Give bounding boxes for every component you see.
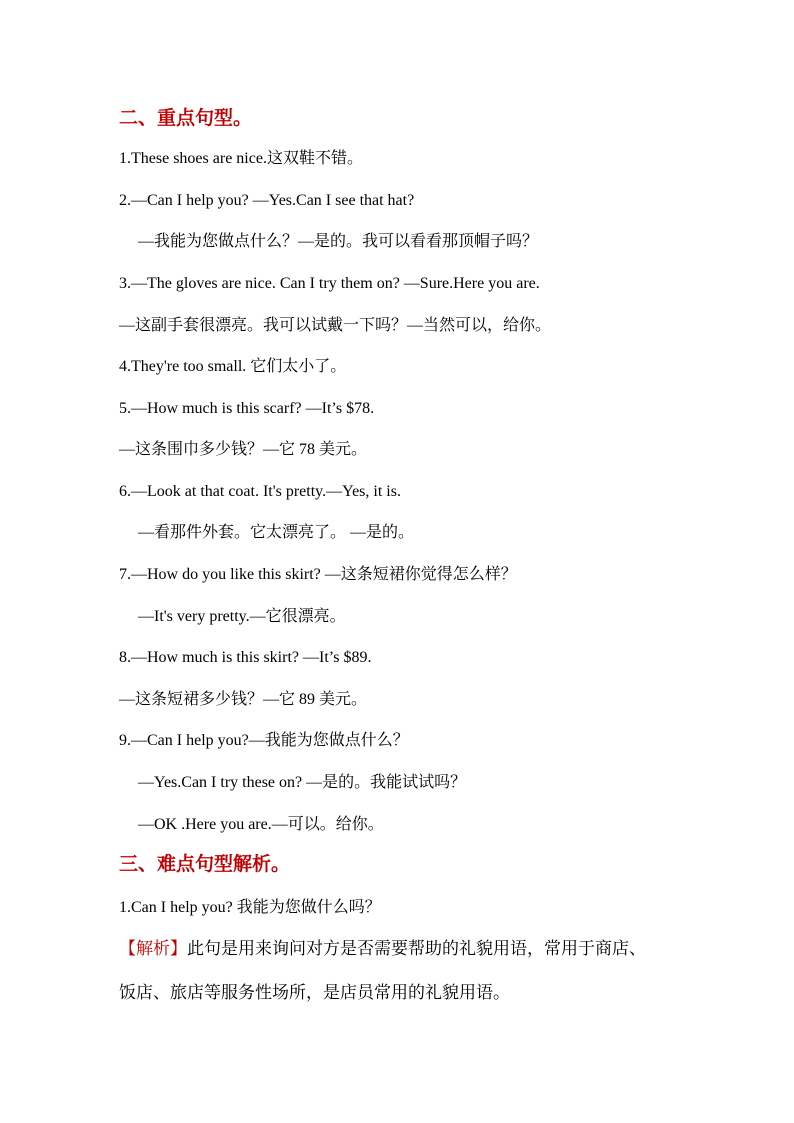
sentence-line: 1.These shoes are nice.这双鞋不错。 — [119, 150, 363, 167]
sentence-translation: —看那件外套。它太漂亮了。 —是的。 — [138, 524, 415, 541]
sentence-line: 3.—The gloves are nice. Can I try them on? —Sure.Here you are. — [119, 275, 540, 292]
explanation-paragraph-line-1 — [119, 937, 646, 961]
sentence-translation: —这副手套很漂亮。我可以试戴一下吗？—当然可以，给你。 — [119, 317, 552, 334]
sentence-line: 1.Can I help you? 我能为您做什么吗？ — [119, 899, 381, 916]
section-heading-key-sentences: 二、重点句型。 — [119, 107, 253, 129]
section-heading-difficult-sentences: 三、难点句型解析。 — [119, 853, 291, 875]
sentence-line: —OK .Here you are.—可以。给你。 — [138, 816, 384, 833]
sentence-line: 5.—How much is this scarf? —It’s $78. — [119, 400, 375, 417]
sentence-line: 9.—Can I help you?—我能为您做点什么？ — [119, 732, 409, 749]
sentence-line: 8.—How much is this skirt? —It’s $89. — [119, 649, 372, 666]
explanation-text: 此句是用来询问对方是否需要帮助的礼貌用语，常用于商店、 — [187, 939, 646, 958]
sentence-translation: —这条短裙多少钱？—它 89 美元。 — [119, 691, 368, 708]
sentence-translation: —我能为您做点什么？—是的。我可以看看那顶帽子吗？ — [138, 233, 539, 250]
explanation-paragraph-line-2: 饭店、旅店等服务性场所，是店员常用的礼貌用语。 — [119, 983, 510, 1002]
sentence-line: 7.—How do you like this skirt? —这条短裙你觉得怎么样？ — [119, 566, 517, 583]
sentence-line: 2.—Can I help you? —Yes.Can I see that hat? — [119, 192, 415, 209]
sentence-line: 6.—Look at that coat. It's pretty.—Yes, it is. — [119, 483, 401, 500]
sentence-line: 4.They're too small. 它们太小了。 — [119, 358, 347, 375]
sentence-translation: —It's very pretty.—它很漂亮。 — [138, 608, 346, 625]
sentence-translation: —这条围巾多少钱？—它 78 美元。 — [119, 441, 368, 458]
sentence-line: —Yes.Can I try these on? —是的。我能试试吗？ — [138, 774, 467, 791]
explanation-tag: 【解析】 — [119, 939, 187, 958]
